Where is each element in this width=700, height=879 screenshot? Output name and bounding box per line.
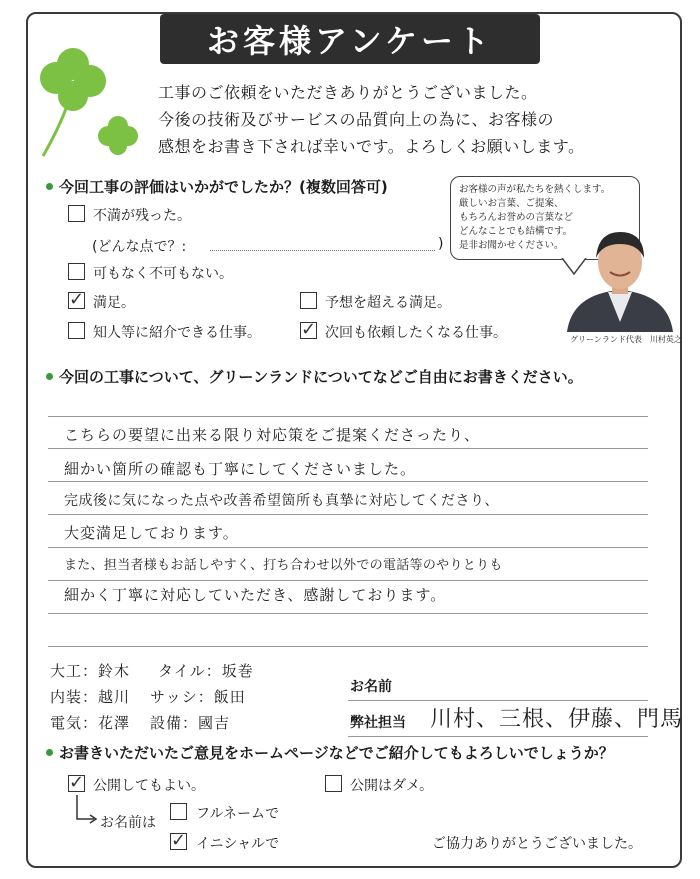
staff-entry: タイル：坂巻 xyxy=(158,662,254,680)
comment-line: 細かく丁寧に対応していただき、感謝しております。 xyxy=(64,586,447,604)
staff-entry: サッシ：飯田 xyxy=(150,688,246,706)
checkbox-publish-ng[interactable] xyxy=(325,775,342,792)
option-label: (どんな点で？: xyxy=(92,239,187,255)
bullet-icon xyxy=(46,749,53,756)
name-field[interactable] xyxy=(348,700,648,701)
q3-title xyxy=(46,742,614,763)
bubble-line: 厳しいお言葉、ご提案、 xyxy=(459,198,564,209)
checkbox-beyond-expectation[interactable] xyxy=(300,292,317,309)
ruled-line xyxy=(48,580,648,581)
staff-entry: 設備：國吉 xyxy=(150,714,231,732)
initial-label: イニシャルで xyxy=(196,836,280,852)
arrow-icon xyxy=(74,795,102,825)
option-label: 知人等に紹介できる仕事。 xyxy=(93,325,261,341)
comment-line: こちらの要望に出来る限り対応策をご提案くださったり、 xyxy=(64,426,481,444)
ruled-line xyxy=(48,613,648,614)
checkbox-recommendable[interactable] xyxy=(68,322,85,339)
checkbox-dissatisfied[interactable] xyxy=(68,205,85,222)
ruled-line xyxy=(48,416,648,417)
check-mark-icon: ✓ xyxy=(69,772,85,793)
comment-line: 完成後に気になった点や改善希望箇所も真摯に対応してくださり、 xyxy=(64,493,499,509)
bubble-line: どんなことでも結構です。 xyxy=(459,226,573,237)
publish-ng-label: 公開はダメ。 xyxy=(350,778,434,794)
comment-line: 大変満足しております。 xyxy=(64,524,239,542)
check-mark-icon: ✓ xyxy=(301,319,317,340)
option-label: 予想を超える満足。 xyxy=(325,295,451,311)
intro-line: 感想をお書き下されば幸いです。よろしくお願いします。 xyxy=(158,137,585,156)
option-label: ) xyxy=(438,236,444,252)
intro-line: 工事のご依頼をいただきありがとうございました。 xyxy=(158,83,538,102)
option-label: 不満が残った。 xyxy=(93,208,191,224)
thanks-text: ご協力ありがとうございました。 xyxy=(432,836,642,852)
ruled-line xyxy=(48,547,648,548)
staff-entry: 電気：花澤 xyxy=(50,714,131,732)
staff-names: 川村、三根、伊藤、門馬 xyxy=(430,707,684,732)
bubble-line: 是非お聞かせください。 xyxy=(459,240,564,251)
clover-icon xyxy=(18,36,148,166)
page-title: お客様アンケート xyxy=(160,14,540,64)
bullet-icon xyxy=(46,373,53,380)
check-mark-icon: ✓ xyxy=(69,289,85,310)
staff-underline xyxy=(348,736,648,737)
bubble-line: もちろんお誉めの言葉など xyxy=(459,212,574,223)
check-mark-icon: ✓ xyxy=(171,830,187,851)
bullet-icon xyxy=(46,183,53,190)
publish-ok-label: 公開してもよい。 xyxy=(93,778,205,794)
q1-title-text: 今回工事の評価はいかがでしたか？(複数回答可) xyxy=(59,178,388,196)
ruled-line xyxy=(48,514,648,515)
ruled-line xyxy=(48,481,648,482)
q3-title-text: お書きいただいたご意見をホームページなどでご紹介してもよろしいでしょうか？ xyxy=(59,744,614,762)
checkbox-neutral[interactable] xyxy=(68,263,85,280)
option-label: 次回も依頼したくなる仕事。 xyxy=(325,325,507,341)
ruled-line xyxy=(48,448,648,449)
name-label: お名前 xyxy=(350,679,392,695)
ruled-line xyxy=(48,646,648,647)
q1-title xyxy=(46,176,388,197)
staff-label: 弊社担当 xyxy=(350,715,406,731)
comment-line: 細かい箇所の確認も丁寧にしてくださいました。 xyxy=(64,460,417,478)
staff-entry: 内装：越川 xyxy=(50,688,131,706)
intro-line: 今後の技術及びサービスの品質向上の為に、お客様の xyxy=(158,110,555,129)
name-option-label: お名前は xyxy=(100,815,156,831)
photo-caption: グリーンランド代表 川村英之 xyxy=(570,335,682,344)
comment-line: また、担当者様もお話しやすく、打ち合わせ以外での電話等のやりとりも xyxy=(64,558,503,573)
president-photo xyxy=(562,222,678,332)
q2-title-text: 今回の工事について、グリーンランドについてなどご自由にお書きください。 xyxy=(59,368,583,386)
reason-field[interactable] xyxy=(210,250,435,251)
fullname-label: フルネームで xyxy=(196,806,280,822)
checkbox-fullname[interactable] xyxy=(170,803,187,820)
q2-title xyxy=(46,366,583,387)
staff-entry: 大工：鈴木 xyxy=(50,662,131,680)
bubble-line: お客様の声が私たちを熱くします。 xyxy=(459,184,611,195)
option-label: 可もなく不可もない。 xyxy=(93,266,233,282)
option-label: 満足。 xyxy=(93,295,135,311)
